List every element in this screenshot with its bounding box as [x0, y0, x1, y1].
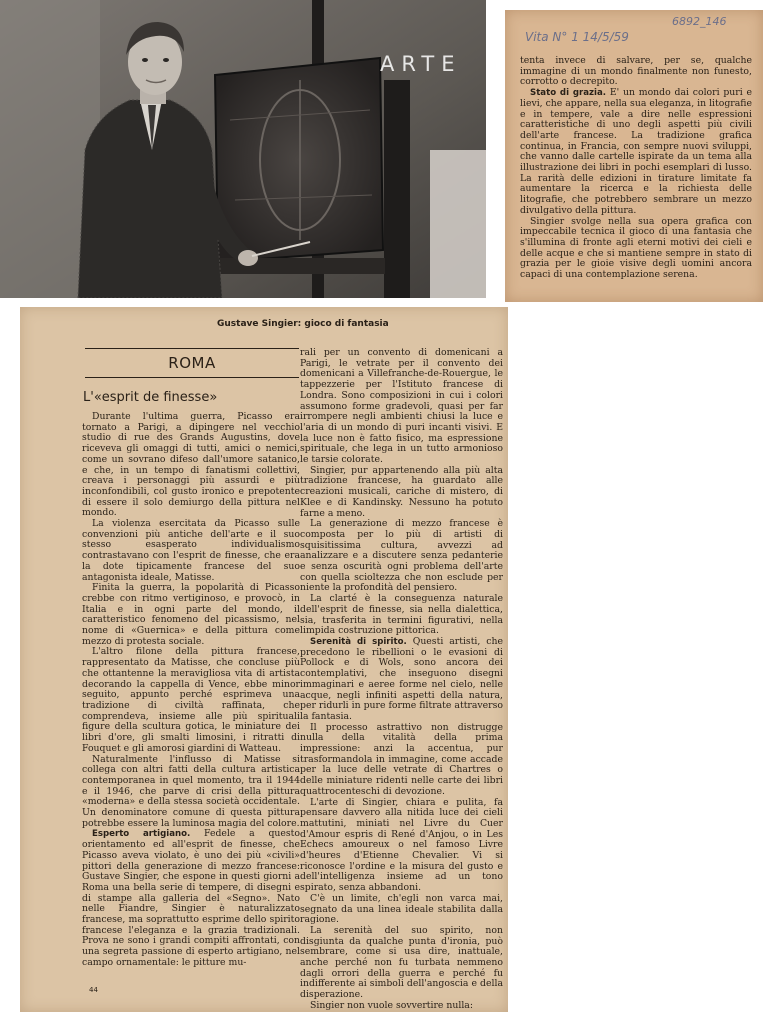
paragraph-text: Singier non vuole sovvertire nulla: — [310, 999, 473, 1011]
paragraph-text: L'altro filone della pittura francese, rappresentato da Matisse, che concluse più che ottantenne la meravigliosa vita di artista decorando la cappella di Vence, ebbe minor seguito, appunto perché esprimeva una tradizione di civiltà raffinata, che comprendeva, insieme alle più spirituali figure della scultura gotica, le miniature dei libri d'ore, gli smalti limosini, i ritratti di Fouquet e gli amorosi giardini di Watteau. — [82, 646, 300, 754]
paragraph — [300, 723, 503, 798]
paragraph — [520, 217, 752, 281]
paragraph — [520, 56, 752, 88]
paragraph — [82, 583, 300, 647]
paragraph — [300, 894, 503, 926]
paragraph — [82, 412, 300, 519]
paragraph-text: rali per un convento di domenicani a Parigi, le vetrate per il convento dei domenicani a Villefranche-de-Rouergue, le tappezzerie per l'Istituto francese di Londra. Sono composizioni in cui i colori assumono forme gradevoli, quasi per far irrompere negli ambienti chiusi la luce e l'aria di un mondo di puri incanti visivi. E la luce non è fatto fisico, ma espressione spirituale, che lega in un tutto armonioso le tarsie colorate. — [300, 347, 503, 466]
paragraph-text: Finita la guerra, la popolarità di Picasso crebbe con ritmo vertiginoso, e provocò, in Italia e in ogni parte del mondo, il caratteristico fenomeno del picassismo, nel nome di «Guernica» e della pittura come mezzo di protesta sociale. — [82, 582, 300, 647]
handwritten-note: Vita N° 1 14/5/59 — [525, 30, 629, 44]
paragraph-text: La clarté è la conseguenza naturale dell'esprit de finesse, sia nella dialettica, sia, trasferita in termini figurativi, nella limpida costruzione pittorica. — [300, 593, 503, 637]
paragraph — [82, 519, 300, 583]
page-number: 44 — [89, 986, 98, 994]
paragraph — [82, 829, 300, 968]
archive-code: 6892_146 — [672, 15, 727, 28]
paragraph — [300, 798, 503, 894]
paragraph-text: E' un mondo dai colori puri e lievi, che appare, nella sua eleganza, in litografie e in tempere, vale a dire nelle espressioni caratteristiche di uno degli aspetti più civili dell'arte francese. La tradizione grafica continua, in Francia, con sempre nuovi sviluppi, che vanno dalle cartelle ispirate da un tema alla illustrazione dei libri in pochi esemplari di lusso. La rarità delle edizioni in tirature limitate fa aumentare la ricerca e la richiesta delle litografie, che potrebbero sembrare un mezzo divulgativo della pittura. — [520, 87, 753, 216]
paragraph-text: L'arte di Singier, chiara e pulita, fa pensare davvero alla nitida luce dei cieli mattutini, miniati nel Livre du Cuer d'Amour espris di René d'Anjou, o in Les Echecs amoureux o nel famoso Livre d'heures d'Etienne Chevalier. Vi si riconosce l'ordine e la misura del gusto e dell'intelligenza insieme ad un tono spirato, senza abbandoni. — [300, 796, 503, 894]
paragraph-lead: Serenità di spirito. — [310, 636, 407, 647]
paragraph — [300, 594, 503, 637]
paragraph-text: Questi artisti, che precedono le ribellioni o le evasioni di Pollock e di Wols, sono ancora dei contemplativi, che inseguono disegni immaginari e aeree forme nel cielo, nelle acque, negli infiniti aspetti della natura, per ridurli in pure forme filtrate attraverso la fantasia. — [300, 635, 503, 722]
paragraph-lead: Stato di grazia. — [530, 88, 607, 99]
photo-illustration — [0, 0, 486, 298]
paragraph-text: Durante l'ultima guerra, Picasso era tornato a Parigi, a dipingere nel vecchio studio di rue des Grands Augustins, dove riceveva gli omaggi di tutti, amici o nemici, come un sovrano difeso dall'umore satanico, e che, in un tempo di fanatismi collettivi, creava i personaggi più assurdi e più inconfondibili, col gusto ironico e prepotente di essere il solo demiurgo della pittura nel mondo. — [82, 411, 300, 519]
paragraph-lead: Esperto artigiano. — [92, 829, 191, 840]
paragraph — [300, 637, 503, 723]
paragraph — [82, 755, 300, 830]
paragraph-text: Singier, pur appartenendo alla più alta tradizione francese, ha guardato alle creazioni musicali, cariche di mistero, di Klee e di Kandinsky. Nessuno ha potuto farne a meno. — [300, 464, 503, 519]
paragraph — [300, 519, 503, 594]
paragraph-text: C'è un limite, ch'egli non varca mai, segnato da una linea ideale stabilita dalla ragione. — [300, 892, 503, 926]
article-column-1 — [82, 412, 300, 969]
paragraph-text: Il processo astrattivo non distrugge nulla della vitalità della prima impressione: anzi la accentua, pur trasformandola in immagine, come accade per la luce delle vetrate di Chartres o delle miniature ridenti nelle carte dei libri quattrocenteschi di devozione. — [300, 721, 503, 797]
artist-photo — [0, 0, 486, 298]
paragraph-text: La violenza esercitata da Picasso sulle convenzioni più antiche dell'arte e il suo stesso esasperato individualismo contrastavano con l'esprit de finesse, che era la dote tipicamente francese del suo antagonista ideale, Matisse. — [82, 518, 300, 583]
paragraph-text: La serenità del suo spirito, non disgiunta da qualche punta d'ironia, può sembrare, come si usa dire, inattuale, anche perché non fu turbata nemmeno dagli orrori della guerra e perché fu indifferente ai simboli dell'angoscia e della disperazione. — [300, 924, 503, 1001]
paragraph-text: Fedele a questo orientamento ed all'esprit de finesse, che Picasso aveva violato, è uno dei più «civili» pittori della generazione di mezzo francese: Gustave Singier, che espone in questi giorni a Roma una bella serie di tempere, di disegni e di stampe alla galleria del «Segno». Nato nelle Fiandre, Singier è naturalizzato francese, ma soprattutto esprime dello spirito francese l'eleganza e la grazia tradizionali. Prova ne sono i grandi compiti affrontati, con una segreta passione di esperto artigiano, nel campo ornamentale: le pitture mu- — [82, 828, 300, 968]
painting — [215, 58, 383, 262]
paragraph — [82, 647, 300, 754]
paragraph-text: Naturalmente l'influsso di Matisse si collega con altri fatti della cultura artistica contemporanea in quel momento, tra il 1944 e il 1946, che parve di crisi della pittura «moderna» e della stessa società occidentale. Un denominatore comune di questa pittura potrebbe essere la luminosa magia del colore. — [82, 753, 300, 829]
paragraph — [300, 466, 503, 520]
article-title: L'«esprit de finesse» — [83, 390, 218, 405]
paragraph — [520, 88, 752, 216]
section-label: ARTE — [380, 52, 462, 76]
side-column — [520, 56, 752, 281]
article-column-2 — [300, 348, 503, 1012]
paragraph — [300, 1001, 503, 1012]
paragraph — [300, 348, 503, 466]
section-title: ROMA — [85, 348, 299, 378]
paragraph — [300, 926, 503, 1001]
photo-caption: Gustave Singier: gioco di fantasia — [217, 319, 389, 329]
paragraph-text: Singier svolge nella sua opera grafica con impeccabile tecnica il gioco di una fantasia che s'illumina di fronte agli eterni motivi dei cieli e delle acque e che si mantiene sempre in stato di grazia per le gioie visive degli uomini ancora capaci di una contemplazione serena. — [520, 215, 752, 281]
paragraph-text: tenta invece di salvare, per se, qualche immagine di un mondo finalmente non funesto, corrotto o decrepito. — [520, 55, 752, 88]
paragraph-text: La generazione di mezzo francese è composta per lo più di artisti di squisitissima cultura, avvezzi ad analizzare e a discutere senza pedanterie e senza oscurità ogni problema dell'arte con quella scioltezza che non esclude per niente la profondità del pensiero. — [300, 518, 503, 594]
